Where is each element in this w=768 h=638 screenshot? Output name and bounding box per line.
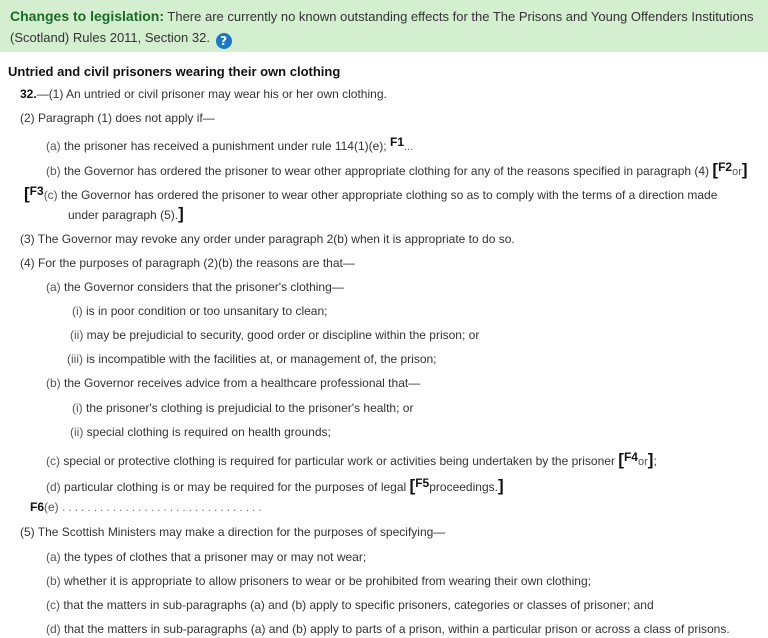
item-label: (i) — [72, 401, 83, 415]
footnote-link-f4[interactable]: F4 — [623, 450, 638, 464]
paragraph-2b — [46, 158, 748, 181]
item-text: whether it is appropriate to allow prisoners to wear or be prohibited from wearing their own clothing; — [64, 574, 591, 588]
paragraph-3: (3) The Governor may revoke any order under paragraph 2(b) when it is appropriate to do so. — [20, 232, 515, 246]
item-text-line1: the Governor has ordered the prisoner to wear other appropriate clothing so as to comply with the terms of a direction made — [61, 188, 718, 202]
paragraph-4b-ii — [70, 423, 331, 441]
paragraph-4b — [46, 374, 420, 392]
item-label: (iii) — [67, 352, 83, 366]
insert-open-bracket: [ — [712, 160, 719, 179]
paragraph-4d — [46, 474, 504, 496]
item-text: is in poor condition or too unsanitary to clean; — [86, 304, 328, 318]
inserted-text: or — [637, 456, 648, 468]
paragraph-4: (4) For the purposes of paragraph (2)(b) the reasons are that— — [20, 256, 355, 270]
item-text-line2: under paragraph (5). — [68, 208, 179, 222]
item-text: special or protective clothing is required for particular work or activities being undertaken by the prisoner — [63, 454, 615, 468]
paragraph-4a — [46, 278, 344, 296]
paragraph-1 — [20, 85, 387, 103]
item-label: (a) — [46, 139, 61, 153]
item-label: (c) — [46, 454, 60, 468]
paragraph-2a — [46, 133, 413, 156]
footnote-link-f6[interactable]: F6 — [30, 500, 45, 514]
item-text: that the matters in sub-paragraphs (a) and (b) apply to parts of a prison, within a particular prison or across a class of prisons. — [64, 622, 730, 636]
item-text: that the matters in sub-paragraphs (a) and (b) apply to specific prisoners, categories or classes of prisoner; and — [63, 598, 654, 612]
banner-text: There are currently no known outstanding effects for the The Prisons and Young Offenders Institutions (Scotland) Rules 2011, Section 32. — [10, 9, 754, 45]
paragraph-4a-ii — [70, 326, 479, 344]
item-label: (d) — [46, 622, 61, 636]
paragraph-4a-i — [72, 302, 328, 320]
paragraph-2c — [24, 182, 717, 204]
item-label: (d) — [46, 480, 61, 494]
item-label: (i) — [72, 304, 83, 318]
paragraph-5a — [46, 548, 366, 566]
footnote-link-f5[interactable]: F5 — [415, 476, 430, 490]
item-label: (a) — [46, 280, 61, 294]
paragraph-5: (5) The Scottish Ministers may make a direction for the purposes of specifying— — [20, 525, 446, 539]
paragraph-4b-i — [72, 399, 413, 417]
item-label: (c) — [46, 598, 60, 612]
item-text: particular clothing is or may be required for the purposes of legal — [64, 480, 407, 494]
item-text: the Governor considers that the prisoner's clothing— — [64, 280, 344, 294]
item-label: (b) — [46, 574, 61, 588]
item-text: the types of clothes that a prisoner may or may not wear; — [64, 550, 367, 564]
footnote-link-f3[interactable]: F3 — [29, 184, 44, 198]
paragraph-4a-iii — [67, 350, 437, 368]
paragraph-5c — [46, 596, 654, 614]
section-heading: Untried and civil prisoners wearing their own clothing — [8, 64, 341, 79]
item-text: the prisoner has received a punishment under rule 114(1)(e); — [64, 139, 387, 153]
paragraph-4c — [46, 448, 657, 471]
item-label: (ii) — [70, 425, 84, 439]
omitted-text: ... — [404, 141, 414, 153]
item-text: the prisoner's clothing is prejudicial to the prisoner's health; or — [86, 401, 414, 415]
inserted-text: or — [732, 166, 742, 178]
item-tail: ; — [653, 454, 657, 468]
item-text: is incompatible with the facilities at, or management of, the prison; — [86, 352, 437, 366]
insert-close-bracket: ] — [497, 476, 504, 495]
item-text: may be prejudicial to security, good order or discipline within the prison; or — [86, 328, 480, 342]
item-label: (ii) — [70, 328, 84, 342]
item-label: (e) — [44, 500, 59, 514]
paragraph-1-text: —(1) An untried or civil prisoner may wear his or her own clothing. — [36, 87, 387, 101]
rule-number: 32. — [20, 87, 37, 101]
insert-open-bracket: [ — [618, 450, 624, 469]
item-text: special clothing is required on health grounds; — [86, 425, 331, 439]
paragraph-5b — [46, 572, 591, 590]
footnote-link-f2[interactable]: F2 — [718, 160, 733, 174]
insert-open-bracket: [ — [409, 476, 416, 495]
repealed-dots: ................................ — [62, 500, 265, 514]
insert-close-bracket: ] — [647, 450, 654, 469]
insert-close-bracket: ] — [741, 160, 748, 179]
item-label: (b) — [46, 376, 61, 390]
question-circle-icon[interactable]: ? — [216, 33, 232, 49]
changes-banner — [0, 0, 768, 52]
item-text: the Governor has ordered the prisoner to wear other appropriate clothing for any of the reasons specified in paragraph (4) — [64, 164, 710, 178]
item-label: (c) — [43, 188, 58, 202]
item-text: the Governor receives advice from a healthcare professional that— — [64, 376, 421, 390]
banner-title: Changes to legislation: — [10, 8, 165, 24]
paragraph-5d — [46, 620, 730, 638]
item-label: (b) — [46, 164, 61, 178]
paragraph-2c-cont — [68, 205, 184, 224]
item-label: (a) — [46, 550, 61, 564]
paragraph-2: (2) Paragraph (1) does not apply if— — [20, 111, 215, 125]
paragraph-4e — [30, 498, 265, 516]
inserted-text: proceedings. — [429, 480, 498, 494]
insert-open-bracket: [ — [24, 184, 30, 203]
footnote-link-f1[interactable]: F1 — [389, 135, 404, 149]
insert-close-bracket: ] — [178, 204, 184, 223]
